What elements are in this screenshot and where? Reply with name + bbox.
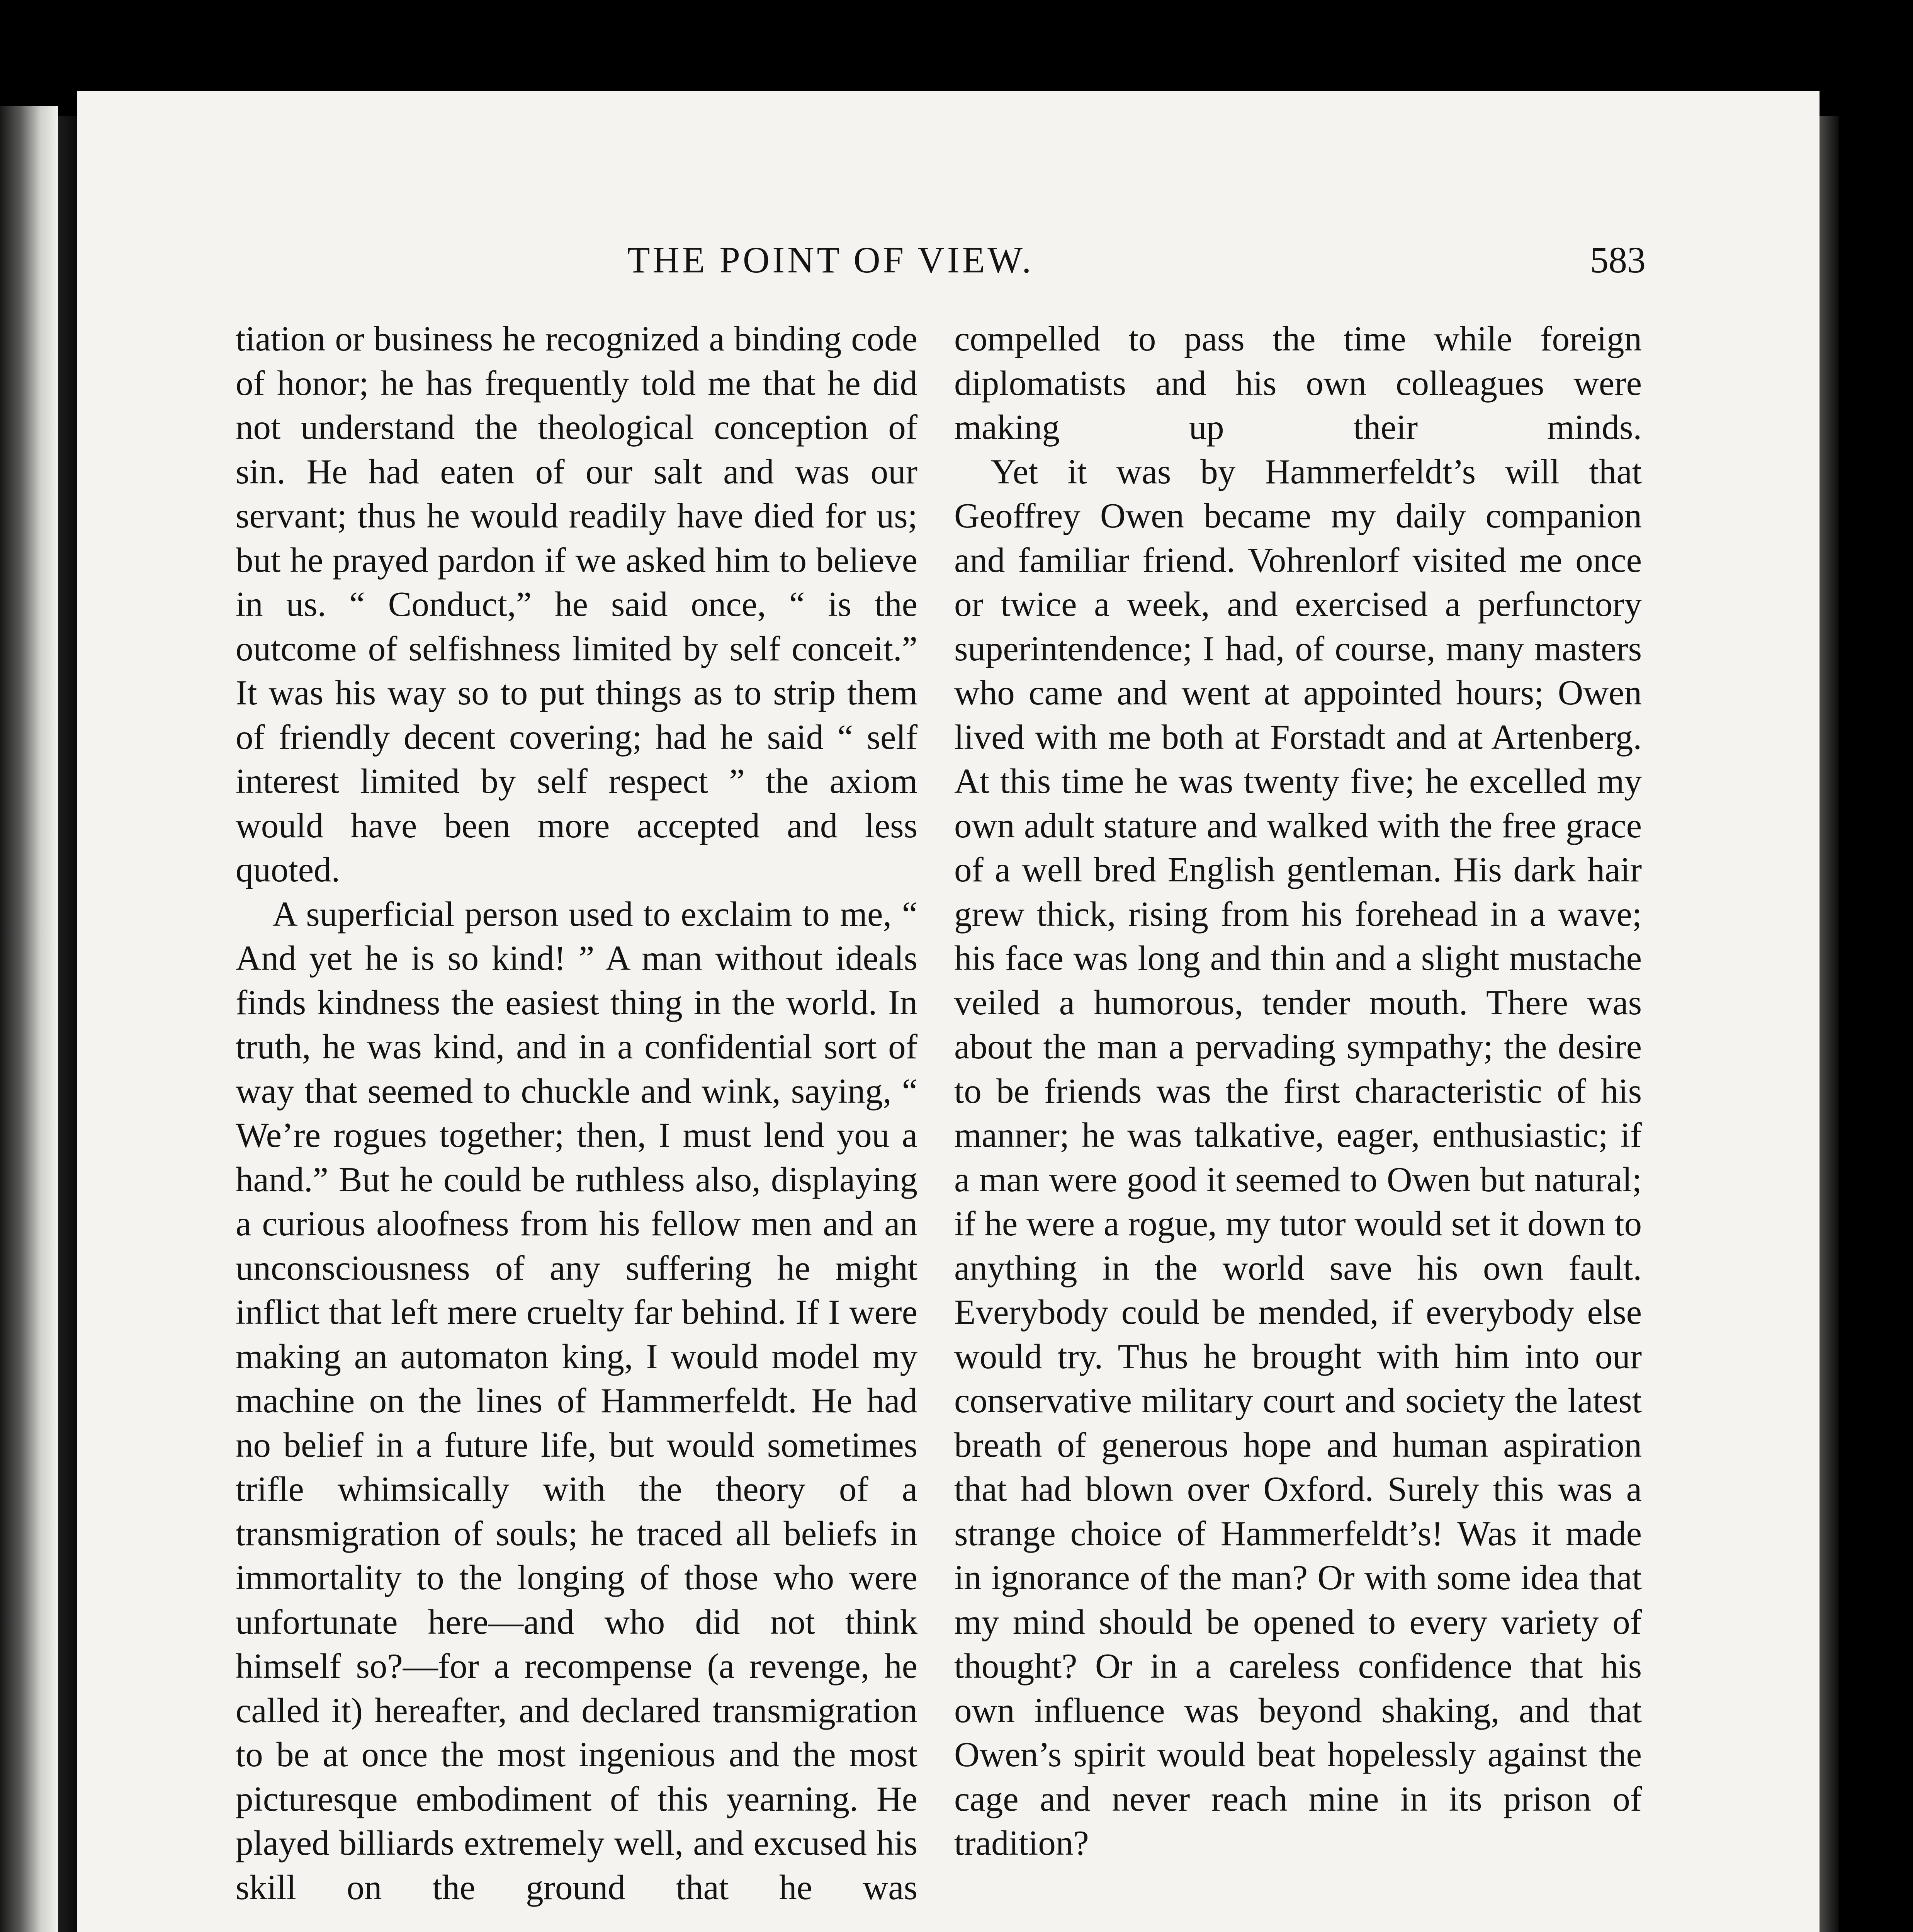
page-edge-shadow	[1820, 116, 1839, 1932]
left-text-column	[236, 317, 917, 1932]
page-number: 583	[1590, 239, 1646, 281]
right-text-column	[954, 317, 1642, 1932]
book-gutter	[58, 116, 77, 1932]
paragraph: tiation or business he recognized a binding code of honor; he has frequently told me that he did not understand the theological conception of sin. He had eaten of our salt and was our servant; thus he would readily have died for us; but he prayed pardon if we asked him to believe in us. “ Conduct,” he said once, “ is the outcome of selfishness limited by self conceit.” It was his way so to put things as to strip them of friendly decent covering; had he said “ self interest limited by self respect ” the axiom would have been more accepted and less quoted.	[236, 319, 917, 889]
paragraph: compelled to pass the time while foreign diplomatists and his own colleagues were making up their minds.	[954, 319, 1642, 447]
paragraph: A superficial person used to exclaim to me, “ And yet he is so kind! ” A man without ideals finds kindness the easiest thing in the world. In truth, he was kind, and in a confidential sort of way that seemed to chuckle and wink, saying, “ We’re rogues together; then, I must lend you a hand.” But he could be ruthless also, displaying a curious aloofness from his fellow men and an unconsciousness of any suffering he might inflict that left mere cruelty far behind. If I were making an automaton king, I would model my machine on the lines of Hammerfeldt. He had no belief in a future life, but would sometimes trifle whimsically with the theory of a transmigration of souls; he traced all beliefs in immortality to the longing of those who were unfortunate here—and who did not think himself so?—for a recompense (a revenge, he called it) hereafter, and declared transmigration to be at once the most ingenious and the most picturesque embodiment of this yearning. He played billiards extremely well, and excused his skill on the ground that he was	[236, 894, 917, 1907]
scanned-facing-page-edge	[0, 106, 58, 1932]
running-head: THE POINT OF VIEW.	[627, 239, 1034, 281]
paragraph: Yet it was by Hammerfeldt’s will that Geoffrey Owen became my daily companion and familiar friend. Vohrenlorf visited me once or twice a week, and exercised a perfunctory superintendence; I had, of course, many masters who came and went at appointed hours; Owen lived with me both at Forstadt and at Artenberg. At this time he was twenty five; he excelled my own adult stature and walked with the free grace of a well bred English gentleman. His dark hair grew thick, rising from his forehead in a wave; his face was long and thin and a slight mustache veiled a humorous, tender mouth. There was about the man a pervading sympathy; the desire to be friends was the first characteristic of his manner; he was talkative, eager, enthusiastic; if a man were good it seemed to Owen but natural; if he were a rogue, my tutor would set it down to anything in the world save his own fault. Everybody could be mended, if everybody else would try. Thus he brought with him into our conservative military court and society the latest breath of generous hope and human aspiration that had blown over Oxford. Surely this was a strange choice of Hammerfeldt’s! Was it made in ignorance of the man? Or with some idea that my mind should be opened to every variety of thought? Or in a careless confidence that his own influence was beyond shaking, and that Owen’s spirit would beat hopelessly against the cage and never reach mine in its prison of tradition?	[954, 452, 1642, 1862]
